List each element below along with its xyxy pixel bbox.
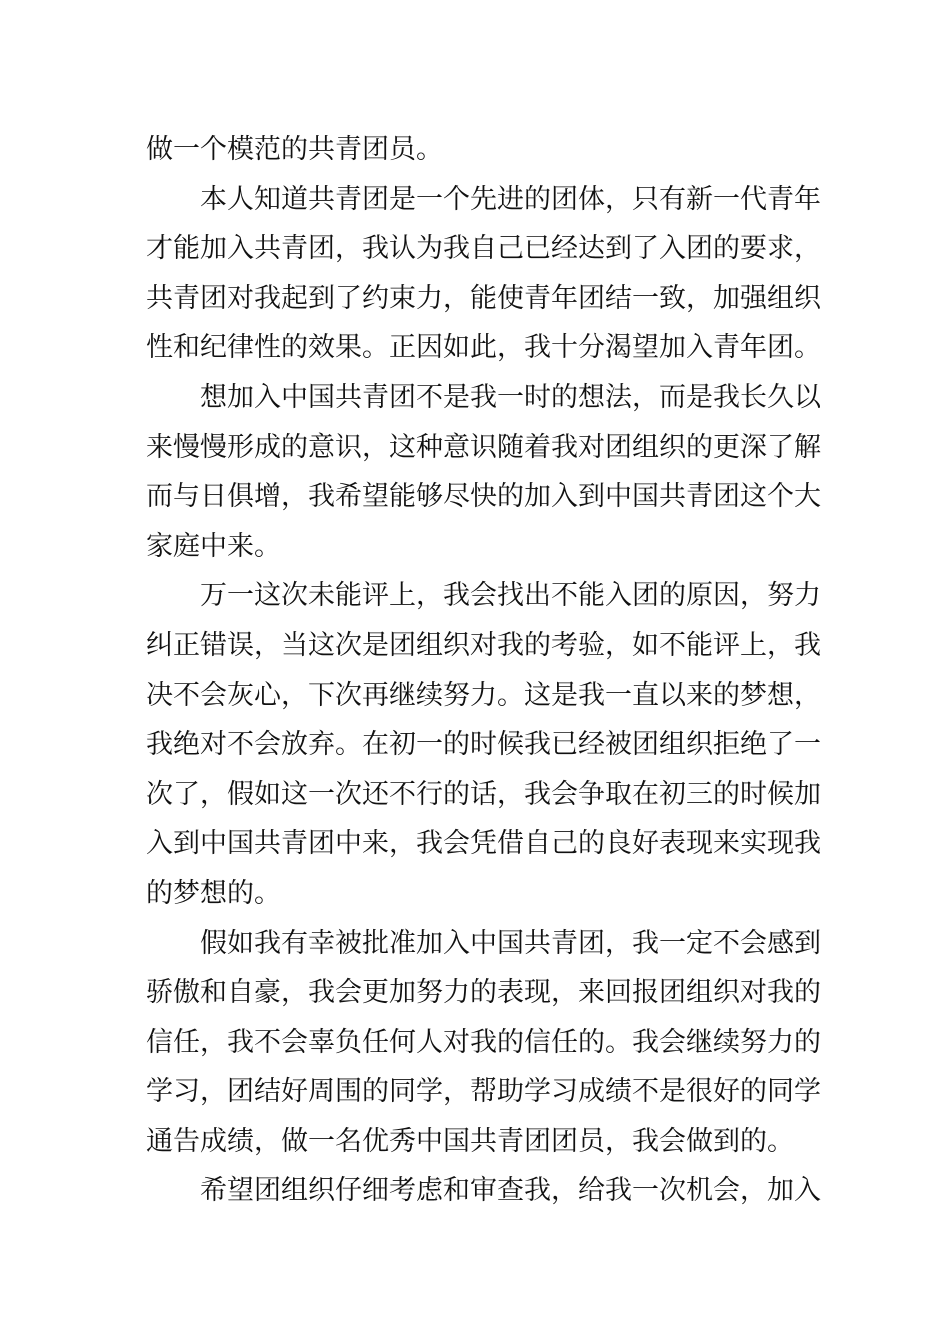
text-line: 才能加入共青团，我认为我自己已经达到了入团的要求， (146, 233, 821, 265)
text-line: 的梦想的。 (146, 877, 281, 909)
text-line: 学习，团结好周围的同学，帮助学习成绩不是很好的同学 (146, 1076, 821, 1108)
text-line: 来慢慢形成的意识，这种意识随着我对团组织的更深了解 (146, 431, 821, 463)
text-line: 而与日俱增，我希望能够尽快的加入到中国共青团这个大 (146, 481, 821, 513)
text-line: 家庭中来。 (146, 530, 281, 562)
text-line: 做一个模范的共青团员。 (146, 134, 443, 165)
text-line: 性和纪律性的效果。正因如此，我十分渴望加入青年团。 (146, 332, 821, 364)
text-line: 骄傲和自豪，我会更加努力的表现，来回报团组织对我的 (146, 977, 821, 1009)
text-line: 决不会灰心，下次再继续努力。这是我一直以来的梦想， (146, 679, 821, 711)
text-line: 共青团对我起到了约束力，能使青年团结一致，加强组织 (146, 282, 821, 314)
text-line: 假如我有幸被批准加入中国共青团，我一定不会感到 (200, 927, 821, 959)
text-line: 想加入中国共青团不是我一时的想法，而是我长久以 (200, 381, 821, 413)
text-line: 次了，假如这一次还不行的话，我会争取在初三的时候加 (146, 778, 821, 810)
text-line: 纠正错误，当这次是团组织对我的考验，如不能评上，我 (146, 629, 821, 661)
text-line: 希望团组织仔细考虑和审查我，给我一次机会，加入 (200, 1175, 821, 1207)
text-line: 万一这次未能评上，我会找出不能入团的原因，努力 (200, 580, 821, 612)
text-line: 我绝对不会放弃。在初一的时候我已经被团组织拒绝了一 (146, 729, 821, 761)
text-line: 入到中国共青团中来，我会凭借自己的良好表现来实现我 (146, 828, 821, 860)
text-line: 通告成绩，做一名优秀中国共青团团员，我会做到的。 (146, 1125, 794, 1157)
text-line: 信任，我不会辜负任何人对我的信任的。我会继续努力的 (146, 1026, 821, 1058)
text-line: 本人知道共青团是一个先进的团体，只有新一代青年 (200, 183, 821, 215)
document-body (146, 125, 821, 1216)
